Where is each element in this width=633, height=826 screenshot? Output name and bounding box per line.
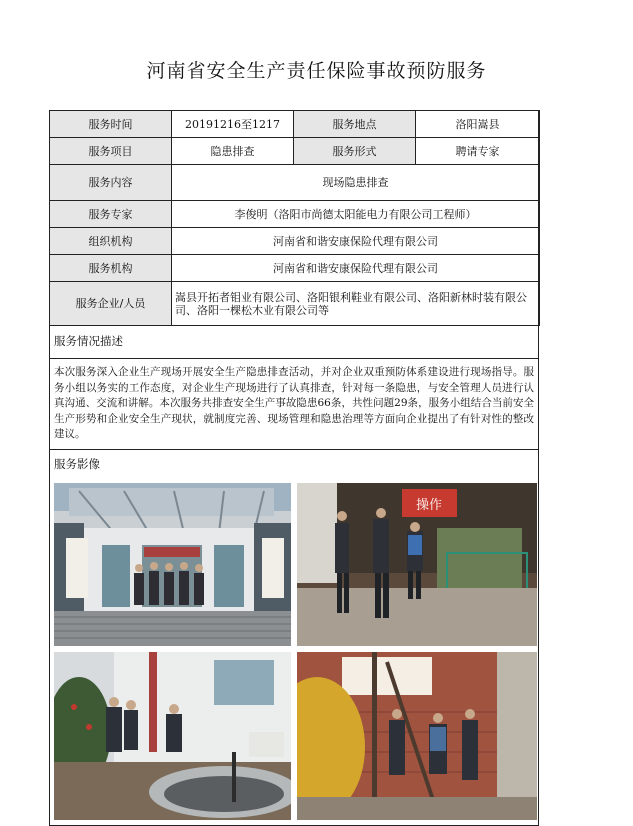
agency-label: 服务机构 <box>50 255 172 282</box>
organizer-value: 河南省和谐安康保险代理有限公司 <box>172 228 540 255</box>
service-form-label: 服务形式 <box>294 138 416 165</box>
service-time-value: 20191216至1217 <box>172 111 294 138</box>
service-item-label: 服务项目 <box>50 138 172 165</box>
sign-text: 操作 <box>415 498 443 513</box>
description-heading: 服务情况描述 <box>49 326 539 359</box>
organizer-label: 组织机构 <box>50 228 172 255</box>
expert-value: 李俊明（洛阳市尚德太阳能电力有限公司工程师） <box>172 201 540 228</box>
enterprises-label: 服务企业/人员 <box>50 282 172 326</box>
photo-workshop-inspection <box>297 483 537 646</box>
table-row <box>50 138 540 165</box>
description-text: 本次服务深入企业生产现场开展安全生产隐患排查活动，并对企业双重预防体系建设进行现场指导。服务小组以务实的工作态度，对企业生产现场进行了认真排查，针对每一条隐患，与安全管理人员进行认真沟通、交流和讲解。本次服务共排查安全生产事故隐患66条，共性问题29条，服务小组结合当前安全生产形势和企业安全生产现状，就制度完善、现场管理和隐患治理等方面向企业提出了有针对性的整改建议。 <box>49 359 539 450</box>
service-item-value: 隐患排查 <box>172 138 294 165</box>
enterprises-value: 嵩县开拓者钼业有限公司、洛阳银利鞋业有限公司、洛阳新林时装有限公司、洛阳一棵松木业有限公司等 <box>172 282 540 326</box>
table-row <box>50 282 540 326</box>
table-row <box>50 255 540 282</box>
agency-value: 河南省和谐安康保险代理有限公司 <box>172 255 540 282</box>
expert-label: 服务专家 <box>50 201 172 228</box>
images-heading: 服务影像 <box>49 450 539 480</box>
photo-outdoor-well <box>54 652 291 820</box>
photo-tank-room <box>297 652 537 820</box>
service-info-table <box>49 110 540 326</box>
table-row <box>50 111 540 138</box>
photo-building-entrance <box>54 483 291 646</box>
service-location-value: 洛阳嵩县 <box>416 111 540 138</box>
table-row <box>50 201 540 228</box>
service-location-label: 服务地点 <box>294 111 416 138</box>
service-content-value: 现场隐患排查 <box>172 165 540 201</box>
service-form-value: 聘请专家 <box>416 138 540 165</box>
page-title: 河南省安全生产责任保险事故预防服务 <box>146 60 487 82</box>
service-content-label: 服务内容 <box>50 165 172 201</box>
table-row <box>50 228 540 255</box>
table-row <box>50 165 540 201</box>
service-time-label: 服务时间 <box>50 111 172 138</box>
